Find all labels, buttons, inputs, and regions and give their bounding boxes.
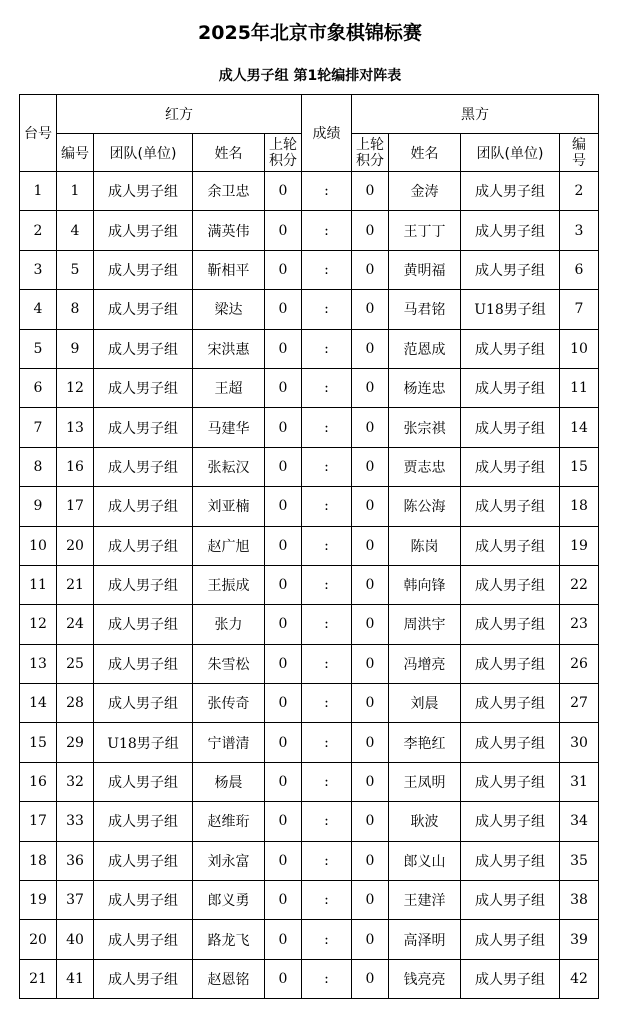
table-row (20, 802, 599, 841)
result-cell: : (302, 368, 352, 407)
black-name-cell: 陈岗 (389, 526, 461, 565)
black-number-cell: 7 (560, 290, 599, 329)
black-team-cell: 成人男子组 (461, 487, 560, 526)
black-team-cell: 成人男子组 (461, 762, 560, 801)
table-row (20, 290, 599, 329)
black-prev-score-cell: 0 (352, 841, 389, 880)
red-prev-score-cell: 0 (265, 605, 302, 644)
black-name-cell: 马君铭 (389, 290, 461, 329)
table-no-cell: 15 (20, 723, 57, 762)
header-black-prev-line2: 积分 (356, 152, 384, 169)
result-cell: : (302, 723, 352, 762)
table-no-cell: 13 (20, 644, 57, 683)
table-no-cell: 5 (20, 329, 57, 368)
red-prev-score-cell: 0 (265, 881, 302, 920)
table-row (20, 250, 599, 289)
result-cell: : (302, 172, 352, 211)
result-cell: : (302, 920, 352, 959)
result-cell: : (302, 684, 352, 723)
black-prev-score-cell: 0 (352, 684, 389, 723)
table-no-cell: 6 (20, 368, 57, 407)
red-number-cell: 37 (57, 881, 94, 920)
black-name-cell: 冯增亮 (389, 644, 461, 683)
black-number-cell: 23 (560, 605, 599, 644)
red-prev-score-cell: 0 (265, 565, 302, 604)
red-number-cell: 28 (57, 684, 94, 723)
red-team-cell: 成人男子组 (94, 526, 193, 565)
result-cell: : (302, 408, 352, 447)
header-red-side: 红方 (57, 95, 302, 134)
black-team-cell: 成人男子组 (461, 172, 560, 211)
table-no-cell: 17 (20, 802, 57, 841)
header-black-number-line2: 号 (572, 152, 586, 169)
result-cell: : (302, 762, 352, 801)
red-number-cell: 29 (57, 723, 94, 762)
red-team-cell: 成人男子组 (94, 881, 193, 920)
red-prev-score-cell: 0 (265, 329, 302, 368)
result-cell: : (302, 959, 352, 998)
red-name-cell: 张力 (193, 605, 265, 644)
black-name-cell: 郎义山 (389, 841, 461, 880)
black-name-cell: 王建洋 (389, 881, 461, 920)
red-prev-score-cell: 0 (265, 211, 302, 250)
black-name-cell: 李艳红 (389, 723, 461, 762)
red-name-cell: 刘亚楠 (193, 487, 265, 526)
red-name-cell: 余卫忠 (193, 172, 265, 211)
red-number-cell: 24 (57, 605, 94, 644)
result-cell: : (302, 211, 352, 250)
red-team-cell: U18男子组 (94, 723, 193, 762)
red-prev-score-cell: 0 (265, 250, 302, 289)
red-number-cell: 16 (57, 447, 94, 486)
black-team-cell: 成人男子组 (461, 408, 560, 447)
red-number-cell: 40 (57, 920, 94, 959)
result-cell: : (302, 565, 352, 604)
black-team-cell: 成人男子组 (461, 565, 560, 604)
black-number-cell: 27 (560, 684, 599, 723)
black-name-cell: 韩向锋 (389, 565, 461, 604)
red-name-cell: 赵维珩 (193, 802, 265, 841)
black-team-cell: 成人男子组 (461, 920, 560, 959)
red-team-cell: 成人男子组 (94, 565, 193, 604)
table-row (20, 605, 599, 644)
black-prev-score-cell: 0 (352, 211, 389, 250)
result-cell: : (302, 881, 352, 920)
red-prev-score-cell: 0 (265, 487, 302, 526)
document-subtitle: 成人男子组 第1轮编排对阵表 (218, 68, 402, 84)
pairing-table (19, 94, 599, 999)
result-cell: : (302, 605, 352, 644)
red-team-cell: 成人男子组 (94, 250, 193, 289)
header-result: 成绩 (302, 95, 352, 172)
table-row (20, 447, 599, 486)
header-table-no: 台号 (20, 95, 57, 172)
result-cell: : (302, 841, 352, 880)
black-team-cell: 成人男子组 (461, 368, 560, 407)
black-prev-score-cell: 0 (352, 565, 389, 604)
red-prev-score-cell: 0 (265, 408, 302, 447)
red-name-cell: 杨晨 (193, 762, 265, 801)
black-team-cell: 成人男子组 (461, 605, 560, 644)
red-prev-score-cell: 0 (265, 368, 302, 407)
red-team-cell: 成人男子组 (94, 802, 193, 841)
table-no-cell: 2 (20, 211, 57, 250)
table-no-cell: 19 (20, 881, 57, 920)
red-team-cell: 成人男子组 (94, 408, 193, 447)
red-number-cell: 20 (57, 526, 94, 565)
black-team-cell: 成人男子组 (461, 959, 560, 998)
table-row (20, 959, 599, 998)
black-prev-score-cell: 0 (352, 959, 389, 998)
table-no-cell: 12 (20, 605, 57, 644)
black-team-cell: 成人男子组 (461, 644, 560, 683)
header-black-prev-score (352, 134, 389, 172)
black-prev-score-cell: 0 (352, 368, 389, 407)
black-name-cell: 钱亮亮 (389, 959, 461, 998)
table-row (20, 487, 599, 526)
table-no-cell: 16 (20, 762, 57, 801)
black-team-cell: 成人男子组 (461, 802, 560, 841)
black-prev-score-cell: 0 (352, 447, 389, 486)
red-prev-score-cell: 0 (265, 684, 302, 723)
black-prev-score-cell: 0 (352, 487, 389, 526)
red-name-cell: 梁达 (193, 290, 265, 329)
black-prev-score-cell: 0 (352, 526, 389, 565)
table-row (20, 762, 599, 801)
black-team-cell: 成人男子组 (461, 447, 560, 486)
table-row (20, 644, 599, 683)
red-number-cell: 9 (57, 329, 94, 368)
black-prev-score-cell: 0 (352, 644, 389, 683)
result-cell: : (302, 526, 352, 565)
black-prev-score-cell: 0 (352, 881, 389, 920)
black-team-cell: 成人男子组 (461, 684, 560, 723)
header-red-prev-line2: 积分 (269, 152, 297, 169)
header-red-team: 团队(单位) (94, 134, 193, 172)
red-number-cell: 33 (57, 802, 94, 841)
table-row (20, 368, 599, 407)
table-no-cell: 10 (20, 526, 57, 565)
red-team-cell: 成人男子组 (94, 329, 193, 368)
red-name-cell: 宁谱清 (193, 723, 265, 762)
table-row (20, 526, 599, 565)
black-name-cell: 周洪宇 (389, 605, 461, 644)
table-no-cell: 18 (20, 841, 57, 880)
red-prev-score-cell: 0 (265, 172, 302, 211)
header-red-name: 姓名 (193, 134, 265, 172)
black-number-cell: 3 (560, 211, 599, 250)
result-cell: : (302, 290, 352, 329)
black-name-cell: 范恩成 (389, 329, 461, 368)
black-number-cell: 34 (560, 802, 599, 841)
table-row (20, 408, 599, 447)
red-prev-score-cell: 0 (265, 920, 302, 959)
header-black-number-line1: 编 (572, 136, 586, 153)
black-number-cell: 30 (560, 723, 599, 762)
black-number-cell: 10 (560, 329, 599, 368)
red-name-cell: 朱雪松 (193, 644, 265, 683)
table-row (20, 172, 599, 211)
result-cell: : (302, 329, 352, 368)
red-team-cell: 成人男子组 (94, 172, 193, 211)
black-prev-score-cell: 0 (352, 802, 389, 841)
black-name-cell: 陈公海 (389, 487, 461, 526)
red-number-cell: 25 (57, 644, 94, 683)
red-number-cell: 5 (57, 250, 94, 289)
black-team-cell: 成人男子组 (461, 881, 560, 920)
red-name-cell: 张耘汉 (193, 447, 265, 486)
red-team-cell: 成人男子组 (94, 841, 193, 880)
black-number-cell: 39 (560, 920, 599, 959)
black-prev-score-cell: 0 (352, 762, 389, 801)
red-prev-score-cell: 0 (265, 447, 302, 486)
black-team-cell: 成人男子组 (461, 250, 560, 289)
red-number-cell: 21 (57, 565, 94, 604)
red-prev-score-cell: 0 (265, 959, 302, 998)
black-name-cell: 张宗祺 (389, 408, 461, 447)
red-number-cell: 12 (57, 368, 94, 407)
red-number-cell: 13 (57, 408, 94, 447)
document-title: 2025年北京市象棋锦标赛 (198, 22, 422, 44)
red-prev-score-cell: 0 (265, 644, 302, 683)
black-name-cell: 金涛 (389, 172, 461, 211)
black-name-cell: 耿波 (389, 802, 461, 841)
black-prev-score-cell: 0 (352, 290, 389, 329)
table-no-cell: 3 (20, 250, 57, 289)
red-number-cell: 41 (57, 959, 94, 998)
black-prev-score-cell: 0 (352, 920, 389, 959)
black-number-cell: 2 (560, 172, 599, 211)
black-number-cell: 42 (560, 959, 599, 998)
table-row (20, 723, 599, 762)
black-team-cell: 成人男子组 (461, 526, 560, 565)
red-name-cell: 赵广旭 (193, 526, 265, 565)
black-name-cell: 刘晨 (389, 684, 461, 723)
red-team-cell: 成人男子组 (94, 605, 193, 644)
black-team-cell: U18男子组 (461, 290, 560, 329)
red-team-cell: 成人男子组 (94, 920, 193, 959)
black-number-cell: 26 (560, 644, 599, 683)
black-prev-score-cell: 0 (352, 329, 389, 368)
red-team-cell: 成人男子组 (94, 211, 193, 250)
header-black-side: 黑方 (352, 95, 599, 134)
red-team-cell: 成人男子组 (94, 487, 193, 526)
table-row (20, 211, 599, 250)
red-name-cell: 路龙飞 (193, 920, 265, 959)
red-number-cell: 17 (57, 487, 94, 526)
black-prev-score-cell: 0 (352, 723, 389, 762)
header-black-team: 团队(单位) (461, 134, 560, 172)
red-prev-score-cell: 0 (265, 802, 302, 841)
red-name-cell: 宋洪惠 (193, 329, 265, 368)
table-row (20, 881, 599, 920)
black-number-cell: 14 (560, 408, 599, 447)
red-prev-score-cell: 0 (265, 762, 302, 801)
black-number-cell: 38 (560, 881, 599, 920)
black-name-cell: 高泽明 (389, 920, 461, 959)
black-number-cell: 11 (560, 368, 599, 407)
red-number-cell: 1 (57, 172, 94, 211)
red-prev-score-cell: 0 (265, 841, 302, 880)
black-name-cell: 王凤明 (389, 762, 461, 801)
table-no-cell: 8 (20, 447, 57, 486)
red-team-cell: 成人男子组 (94, 762, 193, 801)
red-name-cell: 刘永富 (193, 841, 265, 880)
table-row (20, 920, 599, 959)
black-number-cell: 22 (560, 565, 599, 604)
red-team-cell: 成人男子组 (94, 447, 193, 486)
black-prev-score-cell: 0 (352, 172, 389, 211)
table-row (20, 565, 599, 604)
black-team-cell: 成人男子组 (461, 211, 560, 250)
red-team-cell: 成人男子组 (94, 290, 193, 329)
table-no-cell: 11 (20, 565, 57, 604)
table-no-cell: 21 (20, 959, 57, 998)
red-name-cell: 马建华 (193, 408, 265, 447)
red-prev-score-cell: 0 (265, 723, 302, 762)
red-team-cell: 成人男子组 (94, 684, 193, 723)
result-cell: : (302, 802, 352, 841)
result-cell: : (302, 250, 352, 289)
header-red-prev-line1: 上轮 (269, 136, 297, 153)
table-no-cell: 4 (20, 290, 57, 329)
table-row (20, 841, 599, 880)
black-number-cell: 35 (560, 841, 599, 880)
black-number-cell: 31 (560, 762, 599, 801)
table-row (20, 329, 599, 368)
black-team-cell: 成人男子组 (461, 723, 560, 762)
table-no-cell: 20 (20, 920, 57, 959)
red-number-cell: 32 (57, 762, 94, 801)
table-no-cell: 1 (20, 172, 57, 211)
header-black-number (560, 134, 599, 172)
black-prev-score-cell: 0 (352, 408, 389, 447)
red-number-cell: 4 (57, 211, 94, 250)
black-team-cell: 成人男子组 (461, 841, 560, 880)
black-number-cell: 19 (560, 526, 599, 565)
black-number-cell: 18 (560, 487, 599, 526)
black-number-cell: 6 (560, 250, 599, 289)
red-number-cell: 8 (57, 290, 94, 329)
result-cell: : (302, 644, 352, 683)
black-name-cell: 贾志忠 (389, 447, 461, 486)
red-name-cell: 赵恩铭 (193, 959, 265, 998)
red-number-cell: 36 (57, 841, 94, 880)
red-team-cell: 成人男子组 (94, 959, 193, 998)
table-row (20, 684, 599, 723)
red-team-cell: 成人男子组 (94, 368, 193, 407)
black-team-cell: 成人男子组 (461, 329, 560, 368)
red-name-cell: 王振成 (193, 565, 265, 604)
header-red-number: 编号 (57, 134, 94, 172)
red-prev-score-cell: 0 (265, 290, 302, 329)
red-name-cell: 郎义勇 (193, 881, 265, 920)
red-name-cell: 王超 (193, 368, 265, 407)
table-no-cell: 14 (20, 684, 57, 723)
red-name-cell: 满英伟 (193, 211, 265, 250)
header-red-prev-score (265, 134, 302, 172)
header-black-name: 姓名 (389, 134, 461, 172)
black-name-cell: 王丁丁 (389, 211, 461, 250)
result-cell: : (302, 447, 352, 486)
table-no-cell: 7 (20, 408, 57, 447)
black-prev-score-cell: 0 (352, 605, 389, 644)
black-number-cell: 15 (560, 447, 599, 486)
red-name-cell: 靳相平 (193, 250, 265, 289)
header-black-prev-line1: 上轮 (356, 136, 384, 153)
black-name-cell: 杨连忠 (389, 368, 461, 407)
red-team-cell: 成人男子组 (94, 644, 193, 683)
red-name-cell: 张传奇 (193, 684, 265, 723)
table-no-cell: 9 (20, 487, 57, 526)
result-cell: : (302, 487, 352, 526)
black-name-cell: 黄明福 (389, 250, 461, 289)
red-prev-score-cell: 0 (265, 526, 302, 565)
black-prev-score-cell: 0 (352, 250, 389, 289)
